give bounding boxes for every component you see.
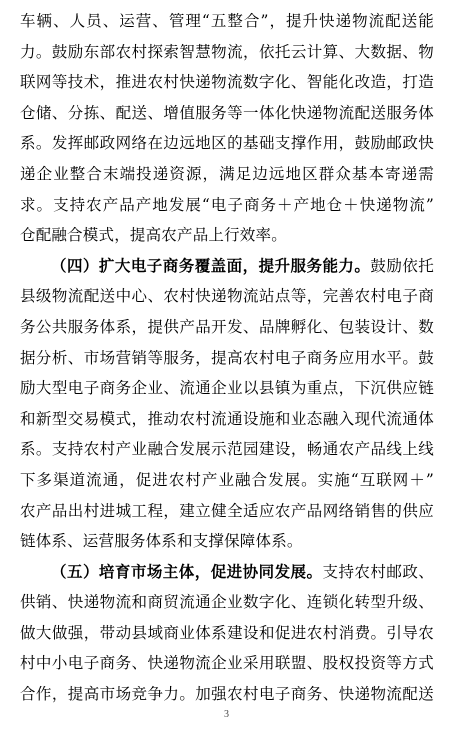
section-5-first-line: [20, 557, 434, 588]
text-line: 系。支持农村产业融合发展示范园建设，畅通农产品线上线: [20, 440, 434, 459]
text-line: 递企业整合末端投递资源，满足边远地区群众基本寄递需: [20, 164, 434, 183]
text-line: 仓储、分拣、配送、增值服务等一体化快递物流配送服务体: [20, 103, 434, 122]
text-line: 力。鼓励东部农村探索智慧物流，依托云计算、大数据、物: [20, 42, 434, 61]
text-line: 求。支持农产品产地发展“电子商务＋产地仓＋快递物流”: [20, 195, 434, 214]
text-line: 联网等技术，推进农村快递物流数字化、智能化改造，打造: [20, 73, 434, 92]
section-4-paragraph: [20, 251, 434, 557]
text-line: 下多渠道流通，促进农村产业融合发展。实施“互联网＋”: [20, 470, 434, 489]
text-line: 合作，提高市场竞争力。加强农村电子商务、快递物流配送: [20, 685, 434, 704]
text-line: 励大型电子商务企业、流通企业以县镇为重点，下沉供应链: [20, 379, 434, 398]
text-line: 系。发挥邮政网络在边远地区的基础支撑作用，鼓励邮政快: [20, 134, 434, 153]
section-4-heading: （四）扩大电子商务覆盖面，提升服务能力。: [51, 256, 371, 275]
text-line: 县级物流配送中心、农村快递物流站点等，完善农村电子商: [20, 287, 434, 306]
section-5-paragraph: [20, 557, 434, 710]
page-number: 3: [224, 709, 229, 720]
paragraph-delivery-integration: [20, 6, 434, 251]
section-5-heading: （五）培育市场主体，促进协同发展。: [51, 562, 323, 581]
text-line: 仓配融合模式，提高农产品上行效率。: [20, 226, 287, 245]
document-page: [20, 6, 434, 710]
text-line: 农产品出村进城工程，建立健全适应农产品网络销售的供应: [20, 501, 434, 520]
text-line: 务公共服务体系，提供产品开发、品牌孵化、包装设计、数: [20, 317, 434, 336]
text-line: 链体系、运营服务体系和支撑保障体系。: [20, 532, 303, 551]
section-5-first-line-text: 支持农村邮政、: [322, 562, 434, 581]
text-line: 做大做强，带动县域商业体系建设和促进农村消费。引导农: [20, 623, 434, 642]
text-line: 据分析、市场营销等服务，提高农村电子商务应用水平。鼓: [20, 348, 434, 367]
text-line: 和新型交易模式，推动农村流通设施和业态融入现代流通体: [20, 409, 434, 428]
text-line: 村中小电子商务、快递物流企业采用联盟、股权投资等方式: [20, 654, 434, 673]
section-4-first-line-text: 鼓励依托: [370, 256, 434, 275]
text-line: 车辆、人员、运营、管理“五整合”，提升快递物流配送能: [20, 12, 434, 30]
text-line: 供销、快递物流和商贸流通企业数字化、连锁化转型升级、: [20, 593, 434, 612]
section-4-first-line: [20, 251, 434, 282]
